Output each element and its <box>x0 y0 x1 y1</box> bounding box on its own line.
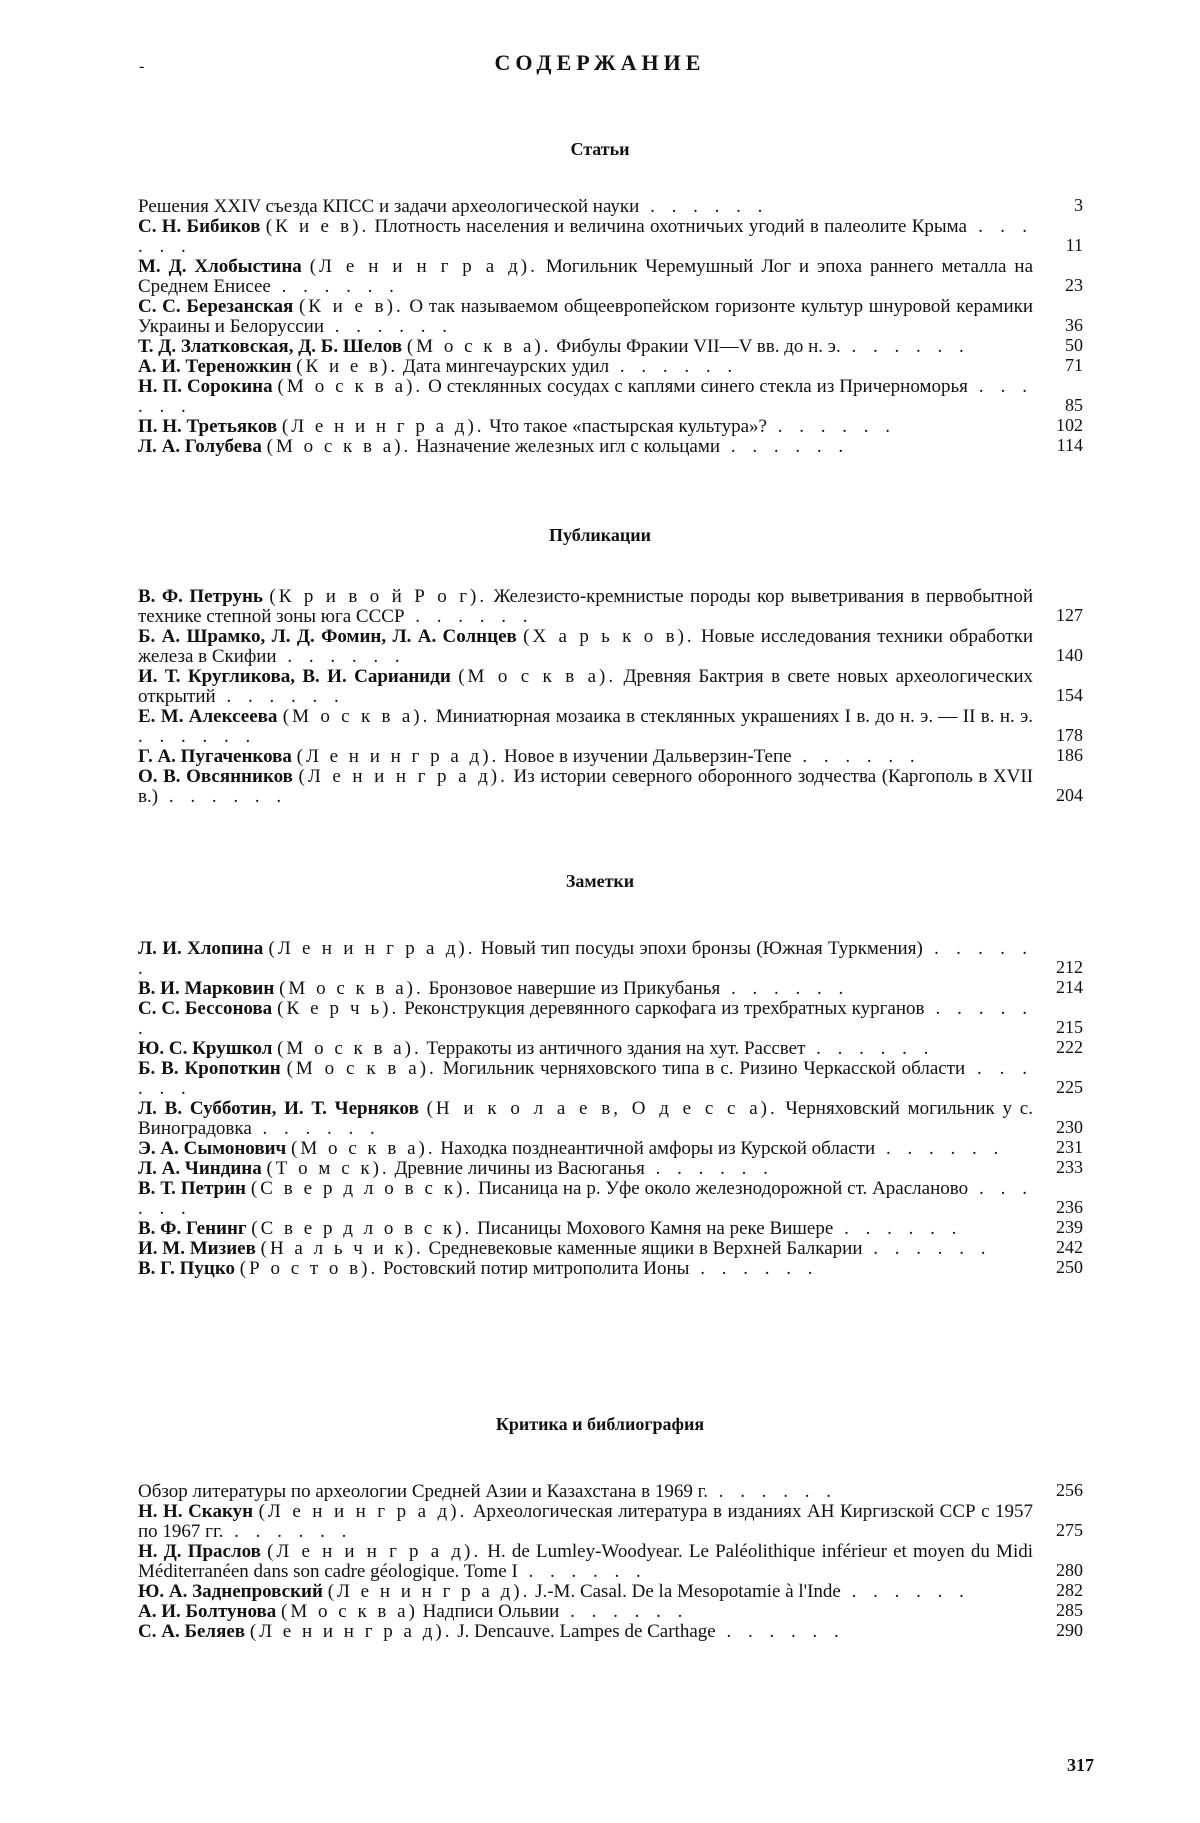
toc-page-number: 214 <box>1056 977 1083 997</box>
toc-author: В. Ф. Генинг <box>138 1218 247 1239</box>
toc-city: (К и е в). <box>265 216 370 237</box>
toc-author: И. Т. Кругликова, В. И. Сарианиди <box>138 666 451 687</box>
toc-entry-text <box>138 747 1033 767</box>
toc-city: (М о с к в а). <box>277 376 424 397</box>
toc-page-number: 102 <box>1056 415 1083 435</box>
toc-leader-dots: . . . . . . <box>791 746 921 767</box>
toc-entry-text <box>138 357 1033 377</box>
toc-entry <box>138 1139 1083 1159</box>
toc-author: С. А. Беляев <box>138 1621 246 1642</box>
toc-leader-dots: . . . . . . <box>517 1561 647 1582</box>
toc-author: Е. М. Алексеева <box>138 706 278 727</box>
toc-city: (М о с к в а). <box>286 1058 437 1079</box>
toc-city: (Л е н и н г р а д). <box>309 256 538 277</box>
toc-entry-text <box>138 667 1033 707</box>
toc-leader-dots: . . . . . . <box>251 1118 381 1139</box>
toc-entry <box>138 587 1083 627</box>
toc-page-number: 11 <box>1065 235 1083 255</box>
toc-city: (Л е н и н г р а д). <box>267 1541 482 1562</box>
toc-leader-dots: . . . . . . <box>138 1058 1034 1099</box>
toc-leader-dots: . . . . . . <box>138 376 1034 417</box>
toc-page-number: 178 <box>1056 725 1083 745</box>
toc-author: Г. А. Пугаченкова <box>138 746 292 767</box>
toc-page-number: 204 <box>1056 785 1083 805</box>
toc-title: О стеклянных сосудах с каплями синего стекла из Причерноморья <box>428 376 968 397</box>
toc-entry <box>138 1542 1083 1582</box>
toc-entry <box>138 1259 1083 1279</box>
toc-entry <box>138 437 1083 457</box>
toc-city: (Н и к о л а е в, О д е с с а). <box>426 1098 778 1119</box>
toc-page-number: 280 <box>1056 1560 1083 1580</box>
toc-entry-text <box>138 1239 1033 1259</box>
toc-entry-text <box>138 1502 1033 1542</box>
toc-page-number: 85 <box>1065 395 1083 415</box>
toc-page-number: 233 <box>1056 1157 1083 1177</box>
toc-city: (К и е в). <box>298 296 404 317</box>
toc-title: Древняя Бактрия в свете новых археологических открытий <box>138 666 1033 707</box>
toc-entry <box>138 337 1083 357</box>
toc-author: Б. В. Кропоткин <box>138 1058 281 1079</box>
toc-entry-text <box>138 1179 1033 1219</box>
toc-leader-dots: . . . . . . <box>689 1258 819 1279</box>
toc-entry <box>138 357 1083 377</box>
toc-title: Плотность населения и величина охотничьих угодий в палеолите Крыма <box>374 216 967 237</box>
toc-author: С. Н. Бибиков <box>138 216 261 237</box>
toc-entry-text <box>138 257 1033 297</box>
toc-leader-dots: . . . . . . <box>138 938 1034 979</box>
toc-page-number: 3 <box>1074 195 1083 215</box>
toc-entry <box>138 417 1083 437</box>
toc-entry <box>138 297 1083 337</box>
toc-leader-dots: . . . . . . <box>404 606 534 627</box>
toc-city: (Н а л ь ч и к). <box>260 1238 424 1259</box>
toc-entry <box>138 1219 1083 1239</box>
toc-title: J. Dencauve. Lampes de Carthage <box>457 1621 716 1642</box>
toc-leader-dots: . . . . . . <box>708 1481 837 1502</box>
section-notes <box>0 869 1200 1279</box>
toc-city: (М о с к в а). <box>406 336 552 357</box>
toc-leader-dots: . . . . . . <box>720 978 850 999</box>
toc-entry <box>138 1039 1083 1059</box>
toc-title: Фибулы Фракии VII—V вв. до н. э. <box>556 336 841 357</box>
toc-entry <box>138 767 1083 807</box>
stray-mark: - <box>139 58 145 75</box>
toc-entry-text <box>138 1139 1033 1159</box>
toc-leader-dots: . . . . . . <box>559 1601 689 1622</box>
toc-author: С. С. Березанская <box>138 296 294 317</box>
toc-page-number: 222 <box>1056 1037 1083 1057</box>
toc-author: Н. П. Сорокина <box>138 376 273 397</box>
toc-title: Бронзовое навершие из Прикубанья <box>428 978 721 999</box>
toc-leader-dots: . . . . . . <box>805 1038 935 1059</box>
toc-entry <box>138 197 1083 217</box>
toc-entry-text <box>138 1582 1033 1602</box>
toc-entry <box>138 1622 1083 1642</box>
toc-entry-text <box>138 767 1033 807</box>
toc-page-number: 236 <box>1056 1197 1083 1217</box>
toc-author: В. Г. Пуцко <box>138 1258 236 1279</box>
toc-page-number: 290 <box>1056 1620 1083 1640</box>
toc-page-number: 212 <box>1056 957 1083 977</box>
toc-leader-dots: . . . . . . <box>158 786 288 807</box>
toc-title: Обзор литературы по археологии Средней Азии и Казахстана в 1969 г. <box>138 1481 708 1502</box>
toc-entry-text <box>138 297 1033 337</box>
toc-city: (Л е н и н г р а д). <box>258 1501 468 1522</box>
toc-entry-text <box>138 1219 1033 1239</box>
entry-list <box>138 197 1083 457</box>
toc-entry <box>138 1502 1083 1542</box>
toc-leader-dots: . . . . . . <box>138 726 257 747</box>
toc-title: Находка позднеантичной амфоры из Курской области <box>440 1138 876 1159</box>
toc-author: В. Ф. Петрунь <box>138 586 263 607</box>
toc-entry-text <box>138 417 1033 437</box>
toc-page-number: 23 <box>1065 275 1083 295</box>
toc-city: (Л е н и н г р а д). <box>268 938 476 959</box>
toc-page-number: 282 <box>1056 1580 1083 1600</box>
toc-title: Могильник Черемушный Лог и эпоха раннего металла на Среднем Енисее <box>138 256 1034 297</box>
toc-leader-dots: . . . . . . <box>766 416 896 437</box>
toc-city: (Х а р ь к о в). <box>523 626 695 647</box>
toc-entry <box>138 1602 1083 1622</box>
toc-page-number: 285 <box>1056 1600 1083 1620</box>
toc-leader-dots: . . . . . . <box>840 1581 970 1602</box>
toc-city: (С в е р д л о в с к). <box>250 1178 474 1199</box>
toc-title: Писаницы Мохового Камня на реке Вишере <box>477 1218 834 1239</box>
page-title: СОДЕРЖАНИЕ <box>494 50 706 75</box>
toc-title: Реконструкция деревянного саркофага из трехбратных курганов <box>404 998 925 1019</box>
toc-entry-text <box>138 627 1033 667</box>
toc-leader-dots: . . . . . . <box>862 1238 992 1259</box>
toc-entry <box>138 1582 1083 1602</box>
toc-title: Терракоты из античного здания на хут. Рассвет <box>426 1038 806 1059</box>
toc-city: (К е р ч ь). <box>277 998 400 1019</box>
toc-entry-text <box>138 1259 1033 1279</box>
section-publications <box>0 523 1200 807</box>
toc-city: (Т о м с к). <box>266 1158 390 1179</box>
toc-entry-text <box>138 337 1033 357</box>
toc-city: (Л е н и н г р а д). <box>327 1581 531 1602</box>
entry-list <box>138 939 1083 1279</box>
toc-author: С. С. Бессонова <box>138 998 273 1019</box>
toc-page-number: 71 <box>1065 355 1083 375</box>
toc-entry-text <box>138 1059 1033 1099</box>
toc-entry-text <box>138 707 1033 747</box>
toc-title: Новое в изучении Дальверзин-Тепе <box>504 746 792 767</box>
toc-entry-text <box>138 1622 1033 1642</box>
toc-leader-dots: . . . . . . <box>276 646 406 667</box>
toc-title: Решения XXIV съезда КПСС и задачи археологической науки <box>138 196 640 217</box>
toc-page-number: 140 <box>1056 645 1083 665</box>
toc-entry-text <box>138 587 1033 627</box>
toc-entry <box>138 1482 1083 1502</box>
section-title: Публикации <box>549 525 651 545</box>
toc-city: (К р и в о й Р о г). <box>269 586 488 607</box>
toc-author: Л. А. Чиндина <box>138 1158 262 1179</box>
toc-entry-text <box>138 217 1033 257</box>
toc-author: О. В. Овсянников <box>138 766 293 787</box>
toc-entry-text <box>138 1602 1033 1622</box>
toc-author: Т. Д. Златковская, Д. Б. Шелов <box>138 336 403 357</box>
toc-author: Л. В. Субботин, И. Т. Черняков <box>138 1098 419 1119</box>
toc-entry-text <box>138 437 1033 457</box>
toc-author: Л. А. Голубева <box>138 436 262 457</box>
page-number: 317 <box>1067 1755 1094 1775</box>
toc-author: А. И. Тереножкин <box>138 356 292 377</box>
section-title: Критика и библиография <box>495 1414 705 1434</box>
toc-page-number: 239 <box>1056 1217 1083 1237</box>
toc-city: (М о с к в а) <box>281 1601 418 1622</box>
toc-leader-dots: . . . . . . <box>840 336 970 357</box>
toc-leader-dots: . . . . . . <box>639 196 769 217</box>
toc-city: (М о с к в а). <box>279 978 424 999</box>
toc-title: J.-M. Casal. De la Mesopotamie à l'Inde <box>535 1581 841 1602</box>
toc-entry <box>138 747 1083 767</box>
toc-title: Что такое «пастырская культура»? <box>489 416 767 437</box>
toc-author: Л. И. Хлопина <box>138 938 264 959</box>
toc-leader-dots: . . . . . . <box>223 1521 353 1542</box>
toc-entry <box>138 999 1083 1039</box>
toc-leader-dots: . . . . . . <box>138 216 1034 257</box>
toc-entry-text <box>138 1039 1033 1059</box>
toc-entry <box>138 979 1083 999</box>
toc-leader-dots: . . . . . . <box>215 686 345 707</box>
toc-title: Дата мингечаурских удил <box>402 356 610 377</box>
toc-leader-dots: . . . . . . <box>720 436 850 457</box>
toc-leader-dots: . . . . . . <box>138 1178 1034 1219</box>
toc-title: Новый тип посуды эпохи бронзы (Южная Туркмения) <box>480 938 923 959</box>
toc-title: H. de Lumley-Woodyear. Le Paléolithique inférieur et moyen du Midi Méditerranéen dans son cadre géologique. Tome I <box>138 1541 1033 1582</box>
toc-author: М. Д. Хлобыстина <box>138 256 302 277</box>
toc-city: (Р о с т о в). <box>239 1258 379 1279</box>
toc-city: (М о с к в а). <box>458 666 617 687</box>
toc-entry-text <box>138 1542 1033 1582</box>
section-title: Заметки <box>565 871 635 891</box>
toc-entry-text <box>138 377 1033 417</box>
toc-title: Из истории северного оборонного зодчества (Каргополь в XVII в.) <box>138 766 1034 807</box>
entry-list <box>138 587 1083 807</box>
toc-title: Древние личины из Васюганья <box>394 1158 645 1179</box>
toc-leader-dots: . . . . . . <box>833 1218 963 1239</box>
toc-city: (М о с к в а). <box>282 706 431 727</box>
toc-city: (М о с к в а). <box>277 1038 422 1059</box>
toc-leader-dots: . . . . . . <box>324 316 453 337</box>
toc-entry <box>138 1179 1083 1219</box>
toc-title: Назначение железных игл с кольцами <box>416 436 721 457</box>
toc-author: В. Т. Петрин <box>138 1178 246 1199</box>
toc-city: (Л е н и н г р а д). <box>296 746 500 767</box>
toc-entry-text <box>138 979 1033 999</box>
toc-author: Ю. С. Крушкол <box>138 1038 273 1059</box>
toc-leader-dots: . . . . . . <box>875 1138 1005 1159</box>
toc-page-number: 275 <box>1056 1520 1083 1540</box>
toc-title: Надписи Ольвии <box>422 1601 560 1622</box>
toc-entry <box>138 377 1083 417</box>
toc-leader-dots: . . . . . . <box>715 1621 845 1642</box>
toc-city: (Л е н и н г р а д). <box>298 766 508 787</box>
toc-entry-text <box>138 1482 1033 1502</box>
toc-author: В. И. Марковин <box>138 978 275 999</box>
toc-page-number: 50 <box>1065 335 1083 355</box>
toc-author: Н. Н. Скакун <box>138 1501 254 1522</box>
toc-page-number: 127 <box>1056 605 1083 625</box>
toc-title: Ростовский потир митрополита Ионы <box>382 1258 690 1279</box>
toc-entry <box>138 217 1083 257</box>
toc-city: (Л е н и н г р а д). <box>281 416 485 437</box>
toc-entry-text <box>138 1159 1033 1179</box>
toc-entry-text <box>138 197 1033 217</box>
toc-entry <box>138 627 1083 667</box>
toc-title: Железисто-кремнистые породы кор выветривания в первобытной технике степной зоны юга СССР <box>138 586 1034 627</box>
toc-page-number: 154 <box>1056 685 1083 705</box>
toc-author: Б. А. Шрамко, Л. Д. Фомин, Л. А. Солнцев <box>138 626 517 647</box>
toc-city: (С в е р д л о в с к). <box>251 1218 473 1239</box>
toc-page-number: 36 <box>1065 315 1083 335</box>
toc-title: Археологическая литература в изданиях АН Киргизской ССР с 1957 по 1967 гг. <box>138 1501 1034 1542</box>
toc-title: Черняховский могильник у с. Виноградовка <box>138 1098 1033 1139</box>
toc-entry <box>138 939 1083 979</box>
toc-page-number: 225 <box>1056 1077 1083 1097</box>
toc-page-number: 242 <box>1056 1237 1083 1257</box>
toc-title: Новые исследования техники обработки железа в Скифии <box>138 626 1034 667</box>
section-title: Статьи <box>570 139 630 159</box>
section-criticism <box>0 1412 1200 1642</box>
toc-title: Миниатюрная мозаика в стеклянных украшениях I в. до н. э. — II в. н. э. <box>435 706 1034 727</box>
toc-page-number: 114 <box>1056 435 1083 455</box>
toc-entry <box>138 257 1083 297</box>
toc-author: Н. Д. Праслов <box>138 1541 261 1562</box>
entry-list <box>138 1482 1083 1642</box>
toc-entry <box>138 1099 1083 1139</box>
toc-author: А. И. Болтунова <box>138 1601 277 1622</box>
toc-entry <box>138 667 1083 707</box>
toc-page-number: 186 <box>1056 745 1083 765</box>
toc-page-number: 231 <box>1056 1137 1083 1157</box>
toc-author: П. Н. Третьяков <box>138 416 278 437</box>
toc-title: Могильник черняховского типа в с. Ризино Черкасской области <box>442 1058 966 1079</box>
toc-page-number: 215 <box>1056 1017 1083 1037</box>
toc-leader-dots: . . . . . . <box>138 998 1034 1039</box>
toc-entry-text <box>138 939 1033 979</box>
toc-city: (М о с к в а). <box>291 1138 436 1159</box>
toc-city: (Л е н и н г р а д). <box>249 1621 453 1642</box>
toc-entry <box>138 1059 1083 1099</box>
toc-leader-dots: . . . . . . <box>609 356 739 377</box>
toc-title: Писаница на р. Уфе около железнодорожной ст. Арасланово <box>478 1178 969 1199</box>
toc-city: (М о с к в а). <box>266 436 412 457</box>
toc-page-number: 256 <box>1056 1480 1083 1500</box>
toc-entry <box>138 1239 1083 1259</box>
toc-city: (К и е в). <box>296 356 399 377</box>
toc-author: И. М. Мизиев <box>138 1238 256 1259</box>
toc-leader-dots: . . . . . . <box>270 276 400 297</box>
toc-author: Э. А. Сымонович <box>138 1138 287 1159</box>
toc-leader-dots: . . . . . . <box>644 1158 774 1179</box>
toc-page-number: 250 <box>1056 1257 1083 1277</box>
toc-title: О так называемом общеевропейском горизонте культур шнуровой керамики Украины и Белоруссии <box>138 296 1034 337</box>
toc-page-number: 230 <box>1056 1117 1083 1137</box>
toc-entry-text <box>138 999 1033 1039</box>
toc-entry <box>138 707 1083 747</box>
toc-title: Средневековые каменные ящики в Верхней Балкарии <box>428 1238 863 1259</box>
section-articles <box>0 137 1200 457</box>
toc-entry <box>138 1159 1083 1179</box>
toc-author: Ю. А. Заднепровский <box>138 1581 323 1602</box>
toc-entry-text <box>138 1099 1033 1139</box>
